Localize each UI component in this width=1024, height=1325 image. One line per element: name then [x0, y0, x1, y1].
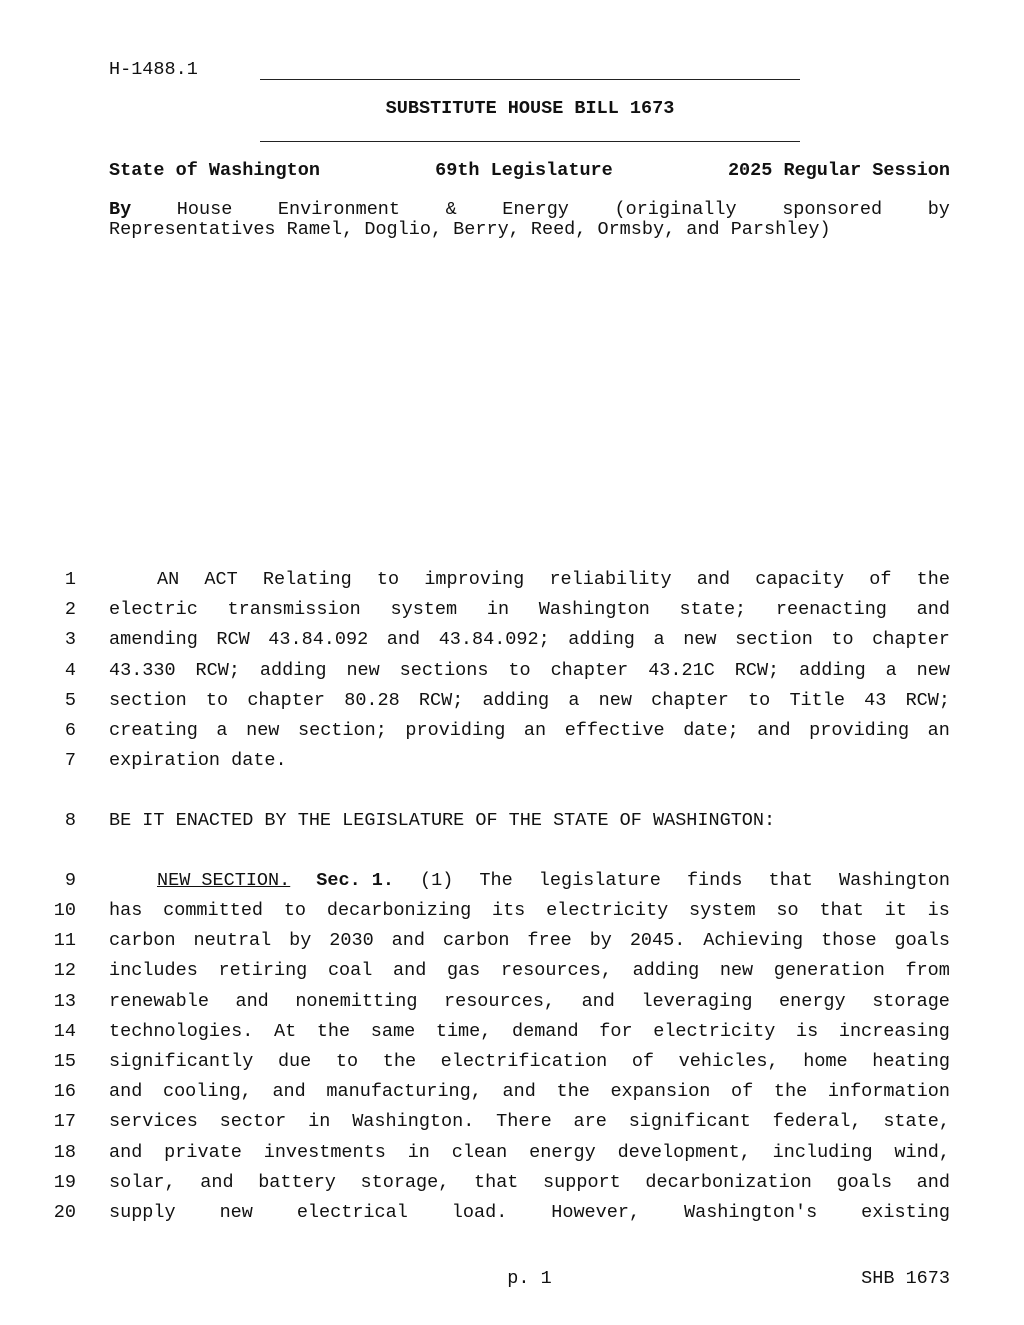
session-info-row [109, 160, 950, 181]
line-number: 15 [53, 1051, 76, 1072]
word: new [246, 720, 280, 741]
line-number: 7 [64, 750, 76, 772]
word: support [543, 1171, 621, 1193]
word: coal [327, 960, 373, 982]
word: to [205, 689, 229, 711]
word: resources, [444, 990, 556, 1012]
new-section-label: NEW SECTION. [157, 870, 291, 891]
line-number: 5 [64, 689, 76, 711]
word: its [491, 900, 526, 921]
word: electrification [440, 1051, 608, 1072]
word: of [869, 569, 892, 590]
word: section [109, 689, 187, 711]
section-1-text [109, 870, 950, 891]
word: and [757, 720, 791, 741]
word: adding [568, 629, 635, 651]
text-line [0, 720, 1024, 742]
word: wind, [894, 1141, 950, 1163]
text-line [0, 569, 1024, 591]
section-number-label: Sec. 1. [316, 870, 394, 891]
word: new [219, 1202, 253, 1223]
word: RCW; [195, 659, 240, 681]
line-number: 9 [64, 870, 76, 891]
line-text [109, 629, 950, 650]
line-text [109, 599, 950, 620]
word: system [390, 599, 458, 621]
text-line [0, 1021, 1024, 1043]
line-text [109, 1051, 950, 1072]
word: to [283, 900, 307, 921]
word: in [308, 1111, 331, 1133]
word: and [916, 599, 950, 621]
word: and [200, 1171, 234, 1193]
word: providing [405, 720, 506, 741]
word: new [719, 960, 754, 982]
word: chapter [651, 689, 729, 711]
word: House [176, 199, 233, 220]
word: the [773, 1081, 808, 1103]
word: information [827, 1081, 950, 1103]
word: same [370, 1020, 416, 1042]
sponsor-by-label: By [109, 199, 132, 220]
text-line [0, 930, 1024, 952]
enacting-clause-line [0, 810, 1024, 832]
text-line [0, 991, 1024, 1013]
word: RCW; [905, 689, 950, 711]
line-number: 3 [64, 629, 76, 651]
word: The [479, 870, 513, 891]
document-id: H-1488.1 [109, 59, 198, 80]
word: time, [435, 1020, 492, 1042]
word: are [573, 1111, 607, 1133]
state-label: State of Washington [109, 160, 320, 181]
word: 43.84.092; [438, 629, 550, 651]
sponsor-line-1 [109, 200, 950, 220]
line-text [109, 1081, 950, 1102]
word: and [916, 1171, 950, 1193]
word: by [927, 199, 950, 220]
word: that [768, 870, 813, 891]
word: of [631, 1051, 655, 1072]
word: a [885, 659, 897, 681]
word: gas [446, 960, 481, 982]
word: and [502, 1081, 536, 1103]
text-line [0, 690, 1024, 712]
word: retiring [218, 960, 308, 982]
word: Energy [502, 199, 569, 220]
word: due [277, 1051, 312, 1072]
word: load. [451, 1202, 508, 1223]
word: from [905, 960, 950, 982]
word: However, [551, 1202, 641, 1223]
word: cooling, [162, 1081, 252, 1103]
word: to [376, 569, 400, 590]
word: state, [883, 1111, 950, 1133]
word: for [599, 1020, 633, 1042]
word: to [335, 1051, 359, 1072]
word: and [235, 990, 269, 1012]
text-line [0, 660, 1024, 682]
word: Washington's [684, 1202, 818, 1223]
line-number: 17 [53, 1111, 76, 1133]
word: that [473, 1171, 519, 1193]
word: so [776, 900, 799, 921]
title-rule-top [260, 79, 800, 80]
word: electricity [546, 900, 669, 921]
word: and [109, 1141, 143, 1163]
word: adding [259, 659, 327, 681]
line-number: 13 [53, 990, 76, 1012]
word: Washington [538, 599, 650, 621]
word: (originally [614, 199, 737, 220]
word: the [316, 1020, 351, 1042]
word: reenacting [775, 599, 887, 621]
word: increasing [838, 1020, 950, 1042]
word: state; [679, 599, 747, 621]
word: 43.330 [109, 659, 176, 681]
line-text [109, 1202, 950, 1223]
word: improving [424, 569, 525, 590]
word: services [109, 1111, 198, 1133]
word: carbon [109, 930, 176, 952]
word: the [556, 1081, 590, 1103]
word: supply [109, 1202, 176, 1223]
line-text [109, 720, 950, 741]
word: There [496, 1111, 552, 1133]
word: that [819, 900, 864, 921]
line-number: 19 [53, 1171, 76, 1193]
line-number: 8 [64, 810, 76, 831]
enacting-clause: BE IT ENACTED BY THE LEGISLATURE OF THE STATE OF WASHINGTON: [109, 810, 776, 831]
word: by [289, 930, 312, 952]
word: has [109, 900, 143, 921]
word: to [831, 629, 854, 651]
line-number: 14 [53, 1020, 76, 1042]
line-text: expiration date. [109, 750, 287, 772]
line-number: 4 [64, 659, 76, 681]
word: sections [399, 659, 489, 681]
word: capacity [755, 569, 845, 590]
word: generation [773, 960, 885, 982]
word: RCW; [418, 689, 464, 711]
word: investments [263, 1141, 386, 1163]
word: technologies. [109, 1020, 254, 1042]
word: in [407, 1141, 430, 1163]
word: clean [451, 1141, 508, 1163]
word: vehicles, [678, 1051, 779, 1072]
word: an [523, 720, 547, 741]
text-line [0, 750, 1024, 772]
word: heating [872, 1051, 950, 1072]
title-rule-bottom [260, 141, 800, 142]
word: chapter [872, 629, 950, 651]
word: providing [809, 720, 910, 741]
session-label: 2025 Regular Session [727, 160, 950, 181]
word: expansion [610, 1081, 711, 1103]
word: it [884, 900, 907, 921]
word: sponsored [782, 199, 883, 220]
word: manufacturing, [326, 1081, 482, 1103]
text-line [0, 960, 1024, 982]
word: Washington [838, 870, 950, 891]
bill-title: SUBSTITUTE HOUSE BILL 1673 [385, 98, 675, 119]
word: electric [109, 599, 198, 621]
word: committed [163, 900, 264, 921]
word: At [273, 1020, 297, 1042]
word: RCW; [734, 659, 780, 681]
word: in [486, 599, 510, 621]
word: a [216, 720, 228, 741]
word: Achieving [703, 930, 804, 952]
word: 43 [864, 689, 887, 711]
word: free [527, 930, 572, 952]
line-number: 20 [53, 1202, 76, 1223]
word: and [581, 990, 615, 1012]
word: new [598, 689, 632, 711]
word: significant [628, 1111, 751, 1133]
word: & [445, 199, 457, 220]
word: 2030 [329, 930, 374, 952]
word: ACT [204, 569, 238, 590]
word: energy [529, 1141, 596, 1163]
word: new [683, 629, 717, 651]
word: decarbonization [645, 1171, 812, 1193]
line-text [109, 960, 950, 981]
word: adding [799, 659, 866, 681]
word: is [927, 900, 950, 921]
word: finds [686, 870, 743, 891]
line-text [109, 1021, 950, 1042]
word: renewable [109, 990, 209, 1012]
line-text [109, 991, 950, 1012]
page-number: p. 1 [507, 1268, 552, 1289]
word: is [795, 1020, 819, 1042]
word: storage [872, 990, 950, 1012]
word: of [731, 1081, 754, 1103]
line-text [109, 1172, 950, 1193]
word: 43.21C [648, 659, 715, 681]
word: new [346, 659, 380, 681]
section-1-heading-line [0, 870, 1024, 892]
word: private [164, 1141, 242, 1163]
text-line [0, 599, 1024, 621]
line-text [109, 900, 950, 921]
footer-bill-id: SHB 1673 [861, 1268, 950, 1289]
word: 80.28 [344, 689, 400, 711]
word: Title [789, 689, 845, 711]
word: and [696, 569, 731, 590]
line-number: 18 [53, 1141, 76, 1163]
word: Environment [277, 199, 401, 220]
line-text [109, 1142, 950, 1163]
word: chapter [550, 659, 629, 681]
line-text [109, 930, 950, 951]
word: 2045. [629, 930, 686, 952]
word: solar, [109, 1171, 176, 1193]
word: Washington. [352, 1111, 475, 1133]
word: to [508, 659, 531, 681]
word: system [689, 900, 756, 921]
word: adding [632, 960, 700, 982]
word: transmission [227, 599, 361, 621]
word: by [589, 930, 612, 952]
word: leveraging [641, 990, 753, 1012]
word: and [391, 930, 425, 952]
text-line [0, 900, 1024, 922]
legislature-label: 69th Legislature [435, 160, 613, 181]
word: federal, [772, 1111, 862, 1133]
word: chapter [247, 689, 326, 711]
word: including [772, 1141, 873, 1163]
word: a [653, 629, 665, 651]
word: sector [219, 1111, 287, 1133]
text-line [0, 1111, 1024, 1133]
word: the [382, 1051, 417, 1072]
word: significantly [109, 1051, 254, 1072]
word: amending [109, 629, 198, 651]
line-text [109, 660, 950, 681]
word: new [916, 659, 950, 681]
word: those [821, 930, 877, 952]
word: electrical [296, 1202, 408, 1223]
word: storage, [360, 1171, 450, 1193]
text-line [0, 1081, 1024, 1103]
word: reliability [549, 569, 672, 590]
text-line [0, 1142, 1024, 1164]
text-line [0, 1202, 1024, 1224]
word: and [393, 960, 427, 982]
word: section; [297, 720, 387, 741]
word: carbon [442, 930, 510, 952]
word: home [803, 1051, 848, 1072]
sponsor-line-2: Representatives Ramel, Doglio, Berry, Reed, Ormsby, and Parshley) [109, 219, 831, 240]
word: includes [109, 960, 198, 982]
word: and [272, 1081, 306, 1103]
word: demand [512, 1020, 579, 1042]
word: effective [564, 720, 665, 741]
word: development, [617, 1141, 751, 1163]
word: existing [861, 1202, 950, 1223]
text-line [0, 1172, 1024, 1194]
word: AN [157, 569, 180, 590]
word: Relating [262, 569, 352, 590]
word: adding [482, 689, 550, 711]
line-number: 2 [64, 599, 76, 621]
word: to [748, 689, 771, 711]
word: an [927, 720, 950, 741]
word: nonemitting [295, 990, 418, 1012]
line-number: 6 [64, 720, 76, 741]
line-number: 16 [53, 1081, 76, 1103]
word: legislature [538, 870, 661, 891]
word: the [916, 569, 950, 590]
line-number: 10 [53, 900, 76, 921]
line-number: 1 [64, 569, 76, 590]
line-text [109, 1111, 950, 1132]
word: decarbonizing [326, 900, 472, 921]
line-text [109, 569, 950, 590]
word: and [386, 629, 421, 651]
sponsor-block [109, 200, 950, 240]
word: goals [894, 930, 950, 952]
word: date; [683, 720, 739, 741]
word: electricity [653, 1020, 776, 1042]
word: creating [109, 720, 198, 741]
line-number: 12 [53, 960, 76, 982]
word: (1) [420, 870, 454, 891]
word: RCW [216, 629, 250, 651]
text-line [0, 629, 1024, 651]
line-number: 11 [53, 930, 76, 952]
word: neutral [193, 930, 272, 952]
word: a [568, 689, 580, 711]
word: resources, [500, 960, 612, 982]
word: section [735, 629, 813, 651]
text-line [0, 1051, 1024, 1073]
word: 43.84.092 [268, 629, 369, 651]
word: and [109, 1081, 143, 1103]
word: goals [836, 1171, 893, 1193]
word: energy [779, 990, 846, 1012]
word: battery [258, 1171, 336, 1193]
line-text [109, 690, 950, 711]
